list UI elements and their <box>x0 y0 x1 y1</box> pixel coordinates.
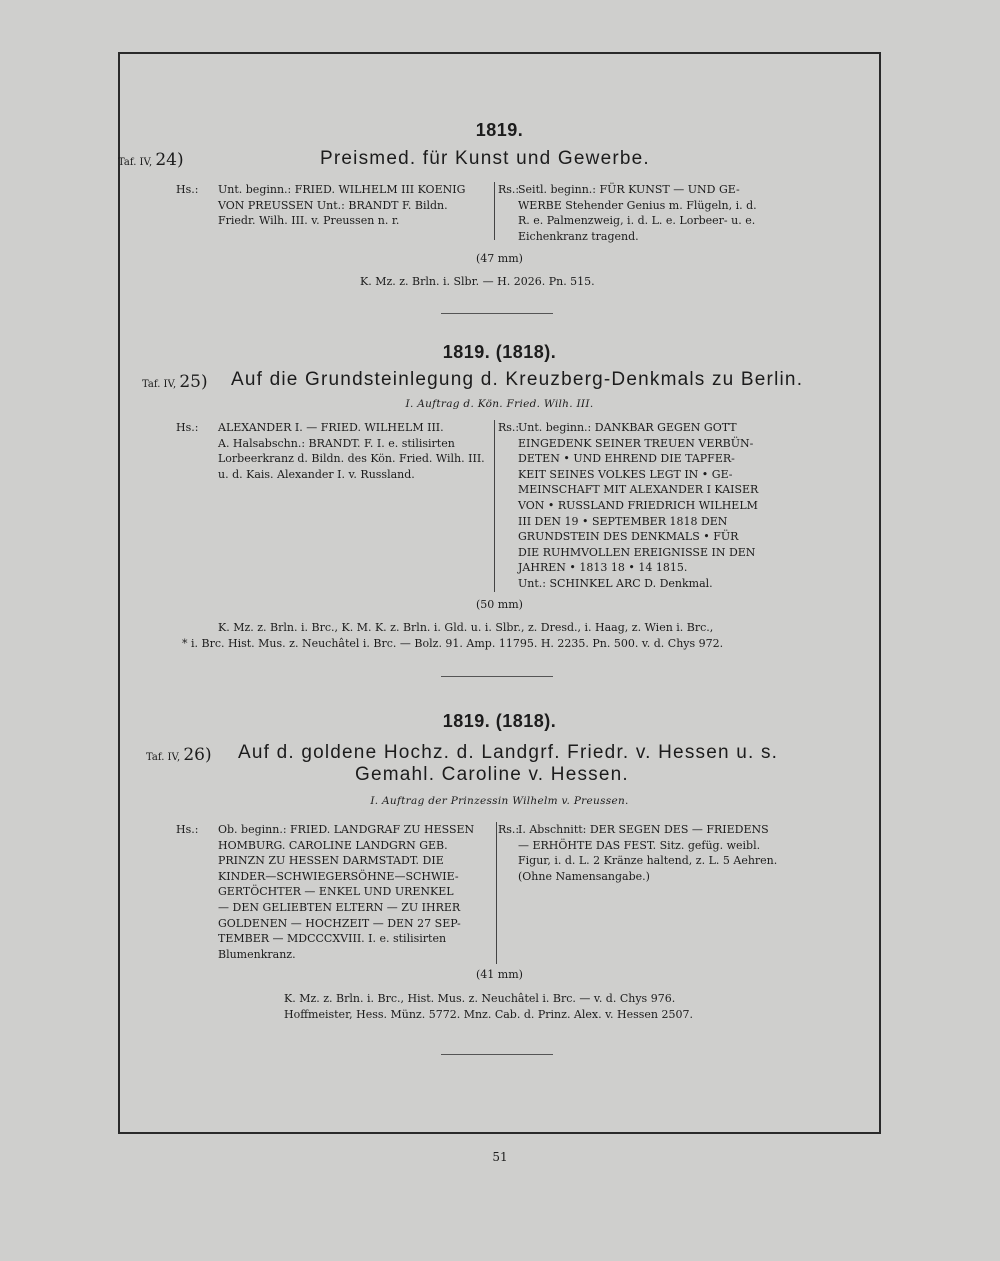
entry-year: 1819. <box>475 120 524 140</box>
references <box>360 274 595 290</box>
entry-title: Auf die Grundsteinlegung d. Kreuzberg-Denkmals zu Berlin. <box>231 369 804 390</box>
reverse-line: Unt.: SCHINKEL ARC D. Denkmal. <box>518 576 713 590</box>
references <box>182 620 723 652</box>
obverse-description <box>176 182 488 229</box>
obverse-line: u. d. Kais. Alexander I. v. Russland. <box>218 467 415 481</box>
obverse-line: Ob. beginn.: FRIED. LANDGRAF ZU HESSEN <box>218 823 475 836</box>
obverse-line: Friedr. Wilh. III. v. Preussen n. r. <box>218 214 400 228</box>
reverse-line: III DEN 19 • SEPTEMBER 1818 DEN <box>518 514 728 528</box>
column-divider <box>494 420 495 592</box>
reverse-line: VON • RUSSLAND FRIEDRICH WILHELM <box>518 498 758 512</box>
reverse-line: DIE RUHMVOLLEN EREIGNISSE IN DEN <box>518 545 756 559</box>
reverse-description <box>498 822 808 884</box>
obverse-label: Hs.: <box>176 823 199 836</box>
plate-reference <box>118 150 184 170</box>
reverse-description <box>498 420 808 592</box>
entry-year: 1819. (1818). <box>442 342 557 362</box>
obverse-line: HOMBURG. CAROLINE LANDGRN GEB. <box>218 838 448 852</box>
reverse-line: Seitl. beginn.: FÜR KUNST — UND GE- <box>518 183 740 196</box>
plate-label: Taf. IV, <box>146 752 181 763</box>
medal-size: (41 mm) <box>476 968 523 981</box>
references <box>284 991 693 1023</box>
medal-size: (47 mm) <box>476 252 523 265</box>
obverse-line: GOLDENEN — HOCHZEIT — DEN 27 SEP- <box>218 916 461 930</box>
obverse-line: TEMBER — MDCCCXVIII. I. e. stilisirten <box>218 932 447 946</box>
entry-number: 26) <box>183 745 212 765</box>
entry-title: Preismed. für Kunst und Gewerbe. <box>320 148 650 169</box>
entry-separator <box>441 676 553 677</box>
obverse-line: PRINZN ZU HESSEN DARMSTADT. DIE <box>218 854 444 868</box>
entry-separator <box>441 313 553 314</box>
reverse-line: — ERHÖHTE DAS FEST. Sitz. gefüg. weibl. <box>518 838 761 852</box>
obverse-line: KINDER—SCHWIEGERSÖHNE—SCHWIE- <box>218 869 459 883</box>
plate-label: Taf. IV, <box>118 157 153 168</box>
medal-size: (50 mm) <box>476 598 523 611</box>
entry-year: 1819. (1818). <box>442 711 557 731</box>
commission-note: I. Auftrag der Prinzessin Wilhelm v. Preussen. <box>370 795 629 807</box>
reverse-label: Rs.: <box>498 183 520 196</box>
column-divider <box>496 822 497 964</box>
obverse-line: — DEN GELIEBTEN ELTERN — ZU IHRER <box>218 900 461 914</box>
plate-label: Taf. IV, <box>142 379 177 390</box>
reverse-line: KEIT SEINES VOLKES LEGT IN • GE- <box>518 467 733 481</box>
reverse-label: Rs.: <box>498 421 520 434</box>
plate-reference <box>146 745 212 765</box>
reverse-line: R. e. Palmenzweig, i. d. L. e. Lorbeer- u. e. <box>518 214 756 228</box>
entry-number: 24) <box>155 150 184 170</box>
entry-separator <box>441 1054 553 1055</box>
reverse-line: GRUNDSTEIN DES DENKMALS • FÜR <box>518 530 739 544</box>
reference-line: K. Mz. z. Brln. i. Brc., K. M. K. z. Brln. i. Gld. u. i. Slbr., z. Dresd., i. Haag, z. Wien i. Brc., <box>218 621 714 634</box>
reverse-line: Figur, i. d. L. 2 Kränze haltend, z. L. 5 Aehren. <box>518 854 778 868</box>
obverse-line: ALEXANDER I. — FRIED. WILHELM III. <box>218 421 444 434</box>
obverse-description <box>176 420 488 482</box>
reverse-description <box>498 182 808 244</box>
entry-number: 25) <box>179 372 208 392</box>
obverse-label: Hs.: <box>176 421 199 434</box>
obverse-line: GERTÖCHTER — ENKEL UND URENKEL <box>218 885 454 899</box>
reference-line: Hoffmeister, Hess. Münz. 5772. Mnz. Cab. d. Prinz. Alex. v. Hessen 2507. <box>284 1008 693 1021</box>
reverse-line: I. Abschnitt: DER SEGEN DES — FRIEDENS <box>518 823 769 836</box>
obverse-line: Lorbeerkranz d. Bildn. des Kön. Fried. Wilh. III. <box>218 452 485 466</box>
obverse-line: A. Halsabschn.: BRANDT. F. I. e. stilisirten <box>218 436 455 450</box>
reverse-line: WERBE Stehender Genius m. Flügeln, i. d. <box>518 198 757 212</box>
reverse-line: JAHREN • 1813 18 • 14 1815. <box>518 561 688 575</box>
reference-line: K. Mz. z. Brln. i. Slbr. — H. 2026. Pn. 515. <box>360 275 595 288</box>
obverse-line: Blumenkranz. <box>218 947 296 961</box>
reverse-line: (Ohne Namensangabe.) <box>518 869 650 883</box>
obverse-line: VON PREUSSEN Unt.: BRANDT F. Bildn. <box>218 198 448 212</box>
entry-title-continued: Gemahl. Caroline v. Hessen. <box>355 764 629 785</box>
reference-line: * i. Brc. Hist. Mus. z. Neuchâtel i. Brc. — Bolz. 91. Amp. 11795. H. 2235. Pn. 500. v. d. Chys 972. <box>182 637 724 650</box>
obverse-line: Unt. beginn.: FRIED. WILHELM III KOENIG <box>218 183 466 196</box>
plate-reference <box>142 372 208 392</box>
reverse-line: Unt. beginn.: DANKBAR GEGEN GOTT <box>518 421 737 434</box>
reverse-line: DETEN • UND EHREND DIE TAPFER- <box>518 452 735 466</box>
column-divider <box>494 182 495 240</box>
commission-note: I. Auftrag d. Kön. Fried. Wilh. III. <box>405 398 594 410</box>
obverse-description <box>176 822 490 962</box>
page-number: 51 <box>492 1150 508 1164</box>
reverse-line: Eichenkranz tragend. <box>518 229 639 243</box>
entry-title: Auf d. goldene Hochz. d. Landgrf. Friedr. v. Hessen u. s. <box>238 742 779 763</box>
reverse-line: MEINSCHAFT MIT ALEXANDER I KAISER <box>518 483 759 497</box>
reverse-label: Rs.: <box>498 823 520 836</box>
obverse-label: Hs.: <box>176 183 199 196</box>
reverse-line: EINGEDENK SEINER TREUEN VERBÜN- <box>518 436 754 450</box>
reference-line: K. Mz. z. Brln. i. Brc., Hist. Mus. z. Neuchâtel i. Brc. — v. d. Chys 976. <box>284 992 676 1005</box>
